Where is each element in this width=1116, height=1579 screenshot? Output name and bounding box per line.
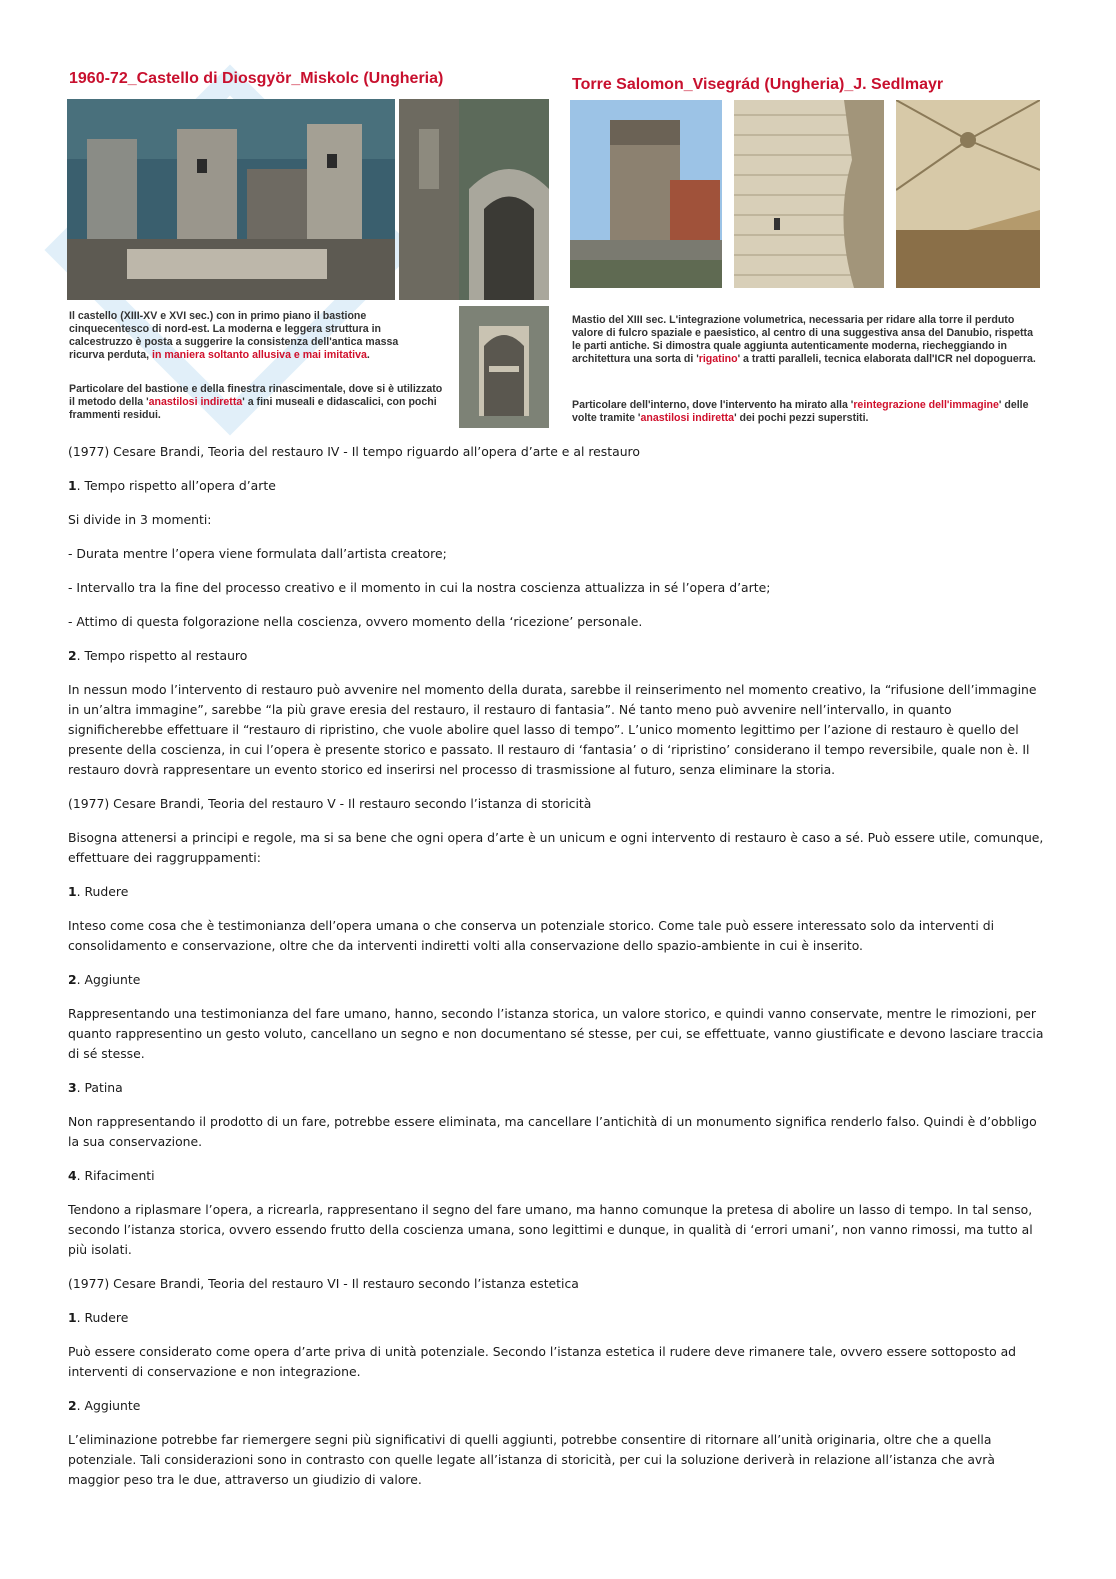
caption-text: Il castello (XIII-XV e XVI sec.) con in primo piano il bastione cinquecentesco di nord-est. La moderna e leggera struttura in calcestruzzo è posta a suggerire la consistenza dell'antica massa ricurva perduta, (69, 310, 399, 361)
subsection-label: . Aggiunte (76, 972, 141, 987)
caption-highlight: reintegrazione dell'immagine (853, 399, 999, 411)
photo-tower-vault (896, 100, 1040, 288)
caption-text: ' delle volte tramite ' (572, 399, 1029, 424)
paragraph: Inteso come cosa che è testimonianza dell’opera umana o che conserva un potenziale storico. Come tale può essere interessato solo da interventi di consolidamento e conservazione, oltre che da interventi indiretti volti alla conservazione dello spazio-ambiente in cui è inserito. (68, 918, 995, 953)
subsection-title (68, 882, 1048, 902)
subsection-label: . Patina (76, 1080, 123, 1095)
caption-text: Particolare del bastione e della finestra rinascimentale, dove si è utilizzato il metodo della ' (69, 383, 443, 408)
section-heading: (1977) Cesare Brandi, Teoria del restauro V - Il restauro secondo l’istanza di storicità (68, 796, 592, 811)
paragraph: In nessun modo l’intervento di restauro può avvenire nel momento della durata, sarebbe il reinserimento nel momento creativo, la “rifusione dell’immagine in un’altra immagine”, sarebbe “la più grave eresia del restauro, il restauro di fantasia”. Né tanto meno può avvenire nell’intervallo, in quanto significherebbe effettuare il “restauro di ripristino, che vuole abolire quel lasso di tempo”. L’unico momento legittimo per l’azione di restauro è quello del presente della coscienza, in cui l’opera è presente storico e passato. Il restauro di ‘fantasia’ o di ‘ripristino’ considerano il tempo reversibile, quale non è. Il restauro dovrà rappresentare un evento storico ed inserirsi nel processo di trasmissione al futuro, senza eliminare la storia. (68, 682, 1037, 777)
list-item: - Attimo di questa folgorazione nella coscienza, ovvero momento della ‘ricezione’ personale. (68, 614, 643, 629)
paragraph: Può essere considerato come opera d’arte priva di unità potenziale. Secondo l’istanza estetica il rudere deve rimanere tale, ovvero essere sottoposto ad interventi di conservazione e non integrazione. (68, 1344, 1017, 1379)
subsection-title (68, 1166, 1048, 1186)
subsection-label: . Tempo rispetto al restauro (76, 648, 248, 663)
figure-diosgyor (67, 68, 551, 430)
subsection-number: 3 (68, 1080, 77, 1095)
paragraph: Non rappresentando il prodotto di un fare, potrebbe essere eliminata, ma cancellare l’antichità di un monumento significa renderlo falso. Quindi è d’obbligo la sua conservazione. (68, 1114, 1037, 1149)
subsection-number: 1 (68, 884, 77, 899)
subsection-title (68, 1078, 1048, 1098)
paragraph: Tendono a riplasmare l’opera, a ricrearla, rappresentano il segno del fare umano, ma hanno comunque la pretesa di abolire un lasso di tempo. In tal senso, secondo l’istanza storica, ovvero essendo frutto della coscienza umana, sono legittimi e dunque, in qualità di ‘errori umani’, non vanno rimossi, ma tutto al più isolati. (68, 1202, 1033, 1257)
section-heading: (1977) Cesare Brandi, Teoria del restauro VI - Il restauro secondo l’istanza estetica (68, 1276, 579, 1291)
photo-tower-exterior (570, 100, 722, 288)
caption-text: ' a tratti paralleli, tecnica elaborata dall'ICR nel dopoguerra. (737, 353, 1036, 365)
photo-castle-overview (67, 99, 395, 300)
subsection-label: . Rudere (76, 884, 129, 899)
subsection-number: 2 (68, 648, 77, 663)
subsection-title (68, 970, 1048, 990)
paragraph: Rappresentando una testimonianza del fare umano, hanno, secondo l’istanza storica, un valore storico, e quindi vanno conservate, mentre le rimozioni, per quanto rappresentino un gesto voluto, cancellano un segno e non documentano sé stesse, per cui, se effettuate, vanno giustificate e devono lasciare traccia di sé stesse. (68, 1006, 1044, 1061)
section-heading: (1977) Cesare Brandi, Teoria del restauro IV - Il tempo riguardo all’opera d’arte e al restauro (68, 444, 640, 459)
paragraph: Bisogna attenersi a principi e regole, ma si sa bene che ogni opera d’arte è un unicum e ogni intervento di restauro è caso a sé. Può essere utile, comunque, effettuare dei raggruppamenti: (68, 830, 1044, 865)
caption-castle (69, 310, 435, 362)
caption-text: . (366, 349, 370, 361)
subsection-number: 2 (68, 1398, 77, 1413)
caption-interior (572, 399, 1042, 425)
subsection-title (68, 646, 1048, 666)
figure-salomon (570, 74, 1048, 434)
list-item: - Durata mentre l’opera viene formulata dall’artista creatore; (68, 546, 447, 561)
subsection-label: . Aggiunte (76, 1398, 141, 1413)
paragraph: L’eliminazione potrebbe far riemergere segni più significativi di quelli aggiunti, potrebbe consentire di ritornare all’unità originaria, oltre che a quella potenziale. Tali considerazioni sono in contrasto con quelle legate all’istanza di storicità, per cui la soluzione deriverà in relazione all’istanza che avrà maggior peso tra le due, attraverso un giudizio di valore. (68, 1432, 995, 1487)
paragraph: Si divide in 3 momenti: (68, 512, 212, 527)
document-body (68, 442, 1048, 1490)
subsection-number: 2 (68, 972, 77, 987)
figure-title: Torre Salomon_Visegrád (Ungheria)_J. Sedlmayr (572, 76, 944, 93)
subsection-label: . Rudere (76, 1310, 129, 1325)
caption-highlight: anastilosi indiretta (148, 396, 243, 408)
caption-text: Mastio del XIII sec. L'integrazione volumetrica, necessaria per ridare alla torre il perduto valore di fulcro spaziale e paesistico, al centro di una suggestiva ansa del Danubio, rispetta le parti antiche. Si dimostra quale aggiunta autenticamente moderna, riecheggiando in architettura una sorta di ' (572, 314, 1033, 365)
caption-text: ' dei pochi pezzi superstiti. (734, 412, 869, 424)
subsection-number: 1 (68, 478, 77, 493)
caption-text: Particolare dell'interno, dove l'intervento ha mirato alla ' (572, 399, 854, 411)
photo-bastion-detail (399, 99, 549, 300)
subsection-label: . Rifacimenti (76, 1168, 155, 1183)
subsection-title (68, 476, 1048, 496)
caption-tower (572, 314, 1042, 366)
caption-highlight: rigatino (698, 353, 738, 365)
figure-title: 1960-72_Castello di Diosgyör_Miskolc (Ungheria) (69, 70, 444, 87)
subsection-number: 1 (68, 1310, 77, 1325)
caption-text: ' a fini museali e didascalici, con pochi frammenti residui. (69, 396, 437, 421)
subsection-label: . Tempo rispetto all’opera d’arte (76, 478, 276, 493)
list-item: - Intervallo tra la fine del processo creativo e il momento in cui la nostra coscienza attualizza in sé l’opera d’arte; (68, 580, 771, 595)
photo-renaissance-window (459, 306, 549, 428)
caption-bastion (69, 383, 449, 422)
subsection-number: 4 (68, 1168, 77, 1183)
subsection-title (68, 1396, 1048, 1416)
subsection-title (68, 1308, 1048, 1328)
photo-tower-wall (734, 100, 884, 288)
caption-highlight: anastilosi indiretta (640, 412, 735, 424)
caption-highlight: in maniera soltanto allusiva e mai imitativa (152, 349, 367, 361)
